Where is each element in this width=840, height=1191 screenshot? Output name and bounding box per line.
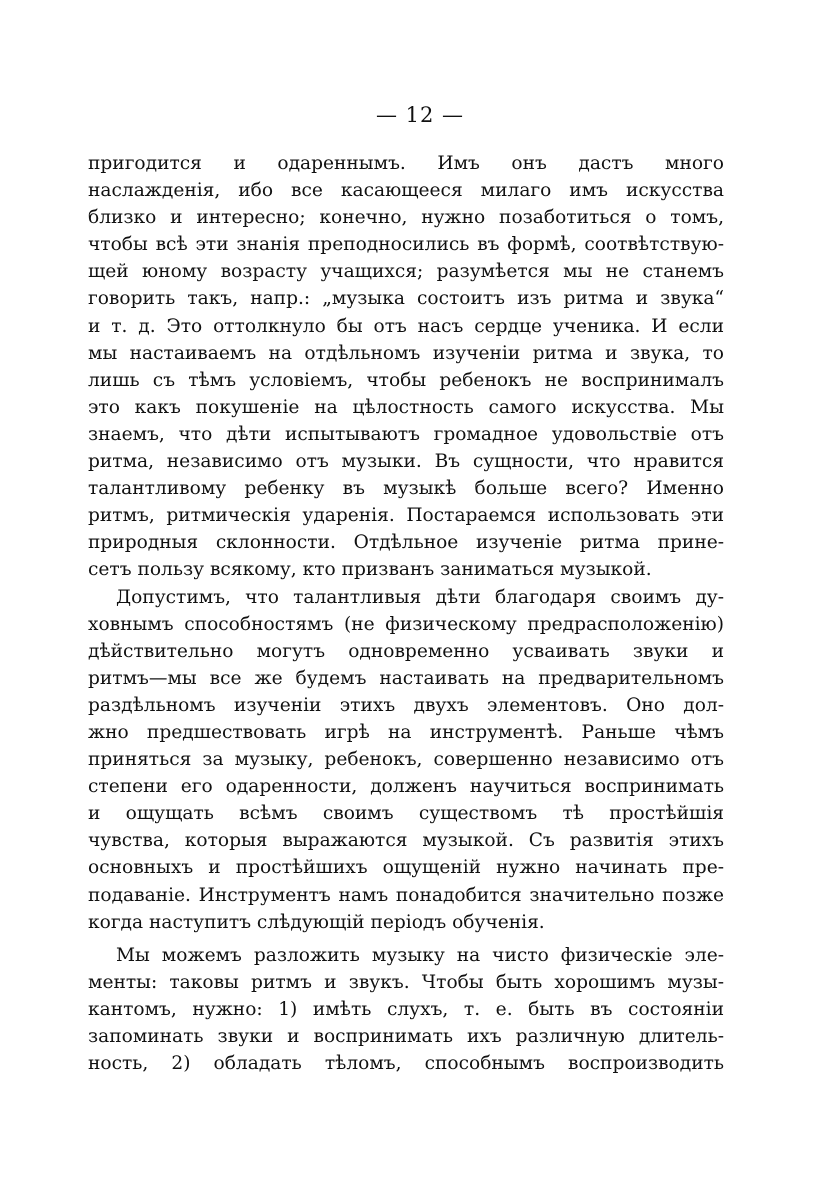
text-line: это какъ покушеніе на цѣлостность самого искусства. Мы <box>88 396 724 418</box>
text-line: кантомъ, нужно: 1) имѣть слухъ, т. е. быть въ состояніи <box>88 998 724 1020</box>
text-line: ховнымъ способностямъ (не физическому предрасположенію) <box>88 613 724 635</box>
text-line: близко и интересно; конечно, нужно позаботиться о томъ, <box>88 207 724 229</box>
text-line: сетъ пользу всякому, кто призванъ заниматься музыкой. <box>88 559 652 581</box>
text-line: знаемъ, что дѣти испытываютъ громадное удовольствіе отъ <box>88 423 724 445</box>
text-line: Мы можемъ разложить музыку на чисто физическіе эле- <box>116 944 724 966</box>
text-line: чувства, которыя выражаются музыкой. Съ развитія этихъ <box>88 830 724 852</box>
paragraph-2 <box>88 584 724 936</box>
text-line: наслажденія, ибо все касающееся милаго имъ искусства <box>88 180 724 202</box>
text-line: мы настаиваемъ на отдѣльномъ изученіи ритма и звука, то <box>88 342 724 364</box>
text-line: основныхъ и простѣйшихъ ощущеній нужно начинать пре- <box>88 857 724 879</box>
text-line: дѣйствительно могутъ одновременно усваивать звуки и <box>88 640 724 662</box>
text-line: менты: таковы ритмъ и звукъ. Чтобы быть хорошимъ музы- <box>88 971 724 993</box>
text-line: и ощущать всѣмъ своимъ существомъ тѣ простѣйшія <box>88 803 724 825</box>
text-line: природныя склонности. Отдѣльное изученіе ритма прине- <box>88 532 724 554</box>
text-line: ритма, независимо отъ музыки. Въ сущности, что нравится <box>88 451 724 473</box>
text-line: говорить такъ, напр.: „музыка состоитъ изъ ритма и звука“ <box>88 288 724 310</box>
text-line: ритмъ, ритмическія ударенія. Постараемся использовать эти <box>88 505 724 527</box>
text-line: жно предшествовать игрѣ на инструментѣ. Раньше чѣмъ <box>88 721 724 743</box>
text-line: запоминать звуки и воспринимать ихъ различную длитель- <box>88 1026 724 1047</box>
page-number: — 12 — <box>375 103 465 127</box>
text-line: Допустимъ, что талантливыя дѣти благодаря своимъ ду- <box>116 586 724 608</box>
text-line: степени его одаренности, долженъ научиться воспринимать <box>88 776 724 798</box>
text-line: ность, 2) обладать тѣломъ, способнымъ воспроизводить <box>88 1053 724 1075</box>
text-line: когда наступитъ слѣдующій періодъ обученія. <box>88 911 545 933</box>
paragraph-3 <box>88 942 724 1077</box>
text-line: лишь съ тѣмъ условіемъ, чтобы ребенокъ не воспринималъ <box>88 369 724 391</box>
text-line: ритмъ—мы все же будемъ настаивать на предварительномъ <box>88 667 724 689</box>
text-line: приняться за музыку, ребенокъ, совершенно независимо отъ <box>88 749 724 771</box>
text-line: подаваніе. Инструментъ намъ понадобится значительно позже <box>88 884 724 906</box>
text-line: пригодится и одареннымъ. Имъ онъ дастъ много <box>88 153 724 174</box>
text-line: раздѣльномъ изученіи этихъ двухъ элементовъ. Оно дол- <box>88 694 724 716</box>
text-body <box>88 150 724 1077</box>
text-line: щей юному возрасту учащихся; разумѣется мы не станемъ <box>88 261 724 283</box>
text-line: и т. д. Это оттолкнуло бы отъ насъ сердце ученика. И если <box>88 315 724 337</box>
text-line: чтобы всѣ эти знанія преподносились въ формѣ, соотвѣтствую- <box>88 234 724 256</box>
text-line: талантливому ребенку въ музыкѣ больше всего? Именно <box>88 478 724 500</box>
paragraph-1 <box>88 150 724 584</box>
